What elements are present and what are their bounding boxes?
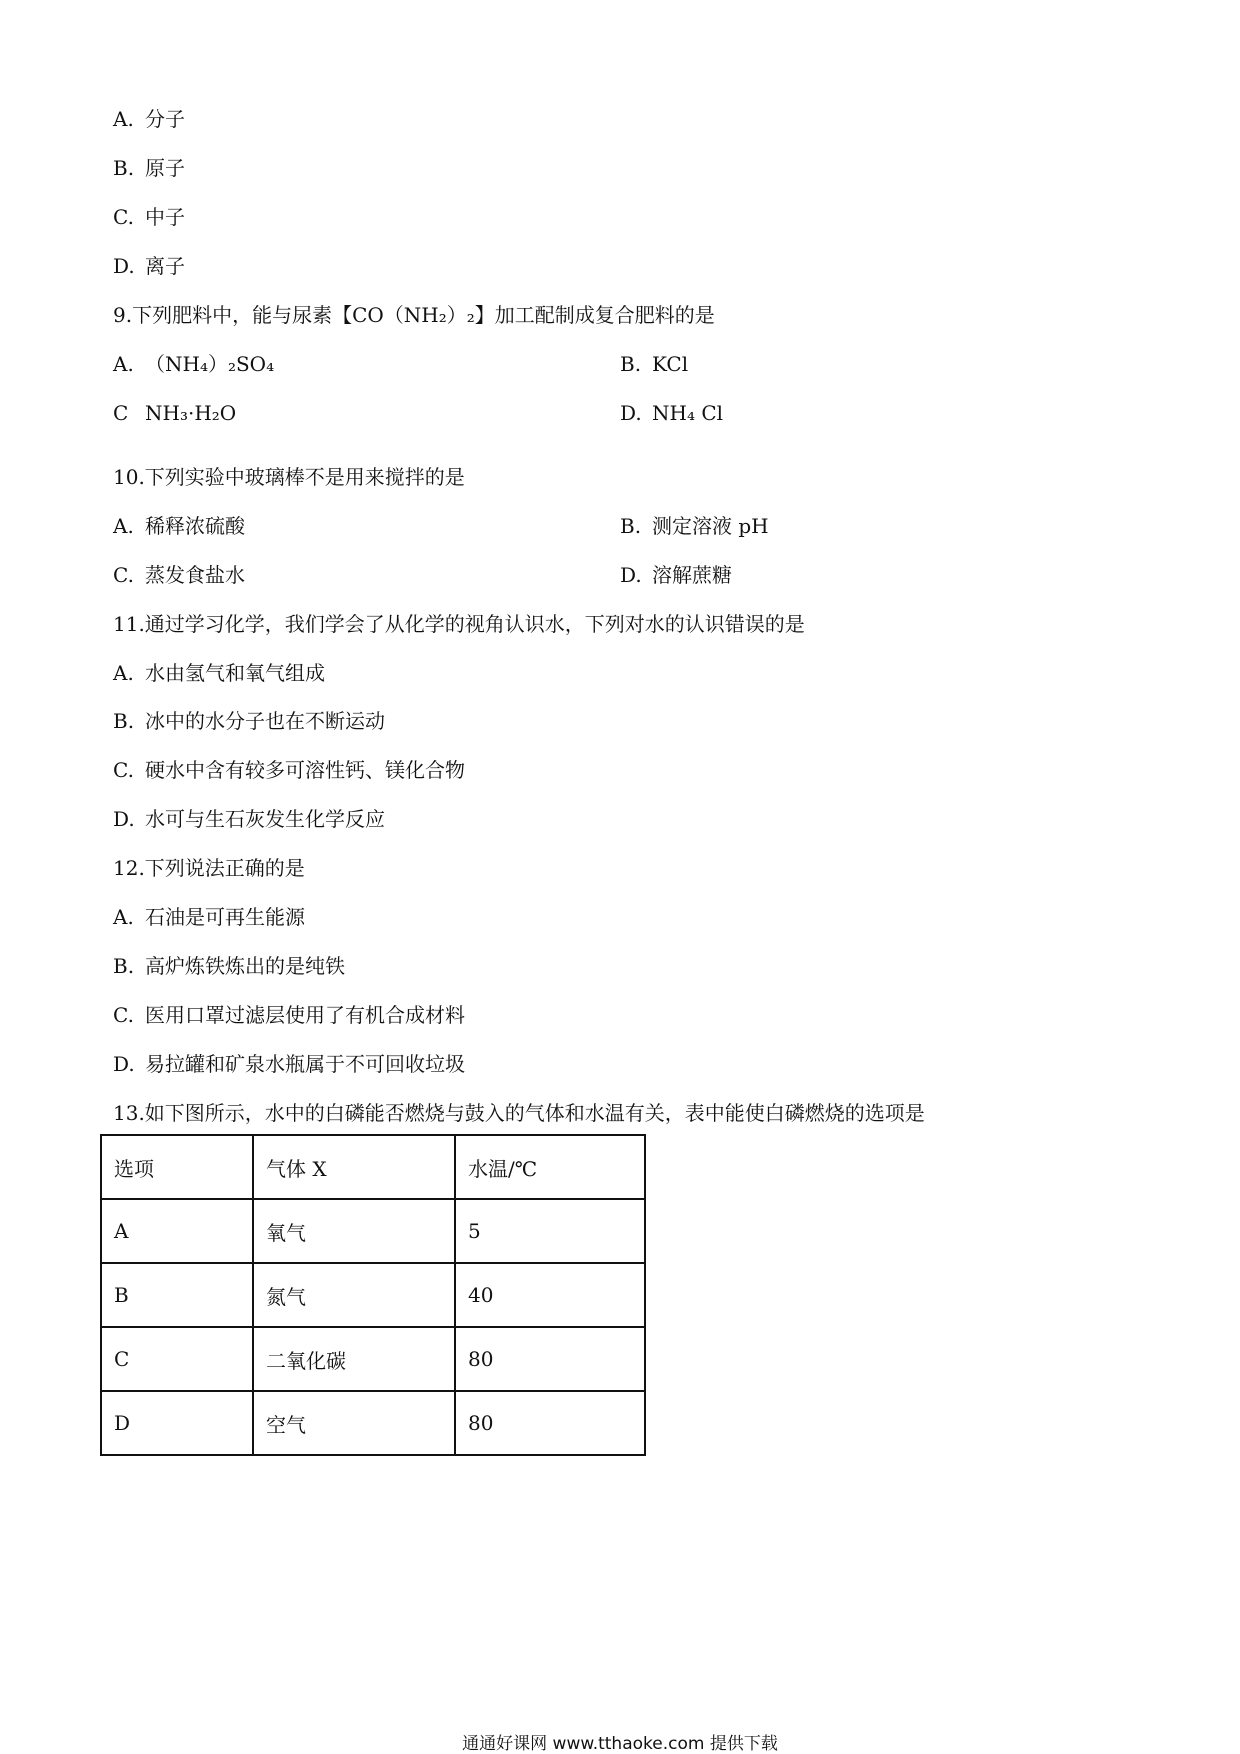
- q10-stem: 10.下列实验中玻璃棒不是用来搅拌的是: [113, 465, 465, 489]
- option-letter: A.: [113, 905, 134, 929]
- option-letter: D.: [620, 563, 642, 587]
- option-text: 医用口罩过滤层使用了有机合成材料: [145, 1003, 465, 1027]
- table-cell: 5: [455, 1199, 645, 1263]
- q12-option-a: [113, 904, 305, 930]
- option-letter: B.: [113, 954, 135, 978]
- q9-option-c: [113, 400, 236, 426]
- option-letter: A.: [113, 107, 134, 131]
- option-letter: B.: [620, 352, 642, 376]
- option-text: 稀释浓硫酸: [145, 514, 245, 538]
- q8-option-d: [113, 253, 185, 279]
- q12-option-c: [113, 1002, 465, 1028]
- option-letter: A.: [113, 661, 134, 685]
- option-letter: C: [113, 401, 129, 425]
- option-text: 硬水中含有较多可溶性钙、镁化合物: [145, 758, 465, 782]
- table-cell: 二氧化碳: [253, 1327, 455, 1391]
- q11-stem: 11.通过学习化学，我们学会了从化学的视角认识水，下列对水的认识错误的是: [113, 612, 805, 636]
- option-text: 离子: [145, 254, 185, 278]
- page-footer: 通通好课网 www.tthaoke.com 提供下载: [462, 1734, 778, 1754]
- table-cell: 氮气: [253, 1263, 455, 1327]
- option-text: 原子: [145, 156, 185, 180]
- q13-stem: 13.如下图所示，水中的白磷能否燃烧与鼓入的气体和水温有关，表中能使白磷燃烧的选项是: [113, 1101, 925, 1125]
- option-text: NH₃·H₂O: [145, 401, 237, 425]
- q12-option-b: [113, 953, 345, 979]
- q9-option-a: [113, 351, 274, 377]
- option-letter: D.: [113, 254, 135, 278]
- option-text: NH₄ Cl: [652, 401, 724, 425]
- option-letter: A.: [113, 352, 134, 376]
- q8-option-c: [113, 204, 185, 230]
- option-letter: D.: [620, 401, 642, 425]
- q9-stem: 9.下列肥料中，能与尿素【CO（NH₂）₂】加工配制成复合肥料的是: [113, 303, 715, 327]
- option-letter: C.: [113, 563, 134, 587]
- q11-option-a: [113, 660, 325, 686]
- q8-option-b: [113, 155, 185, 181]
- q10-option-c: [113, 562, 245, 588]
- table-header-cell: 气体 X: [253, 1135, 455, 1199]
- option-text: 易拉罐和矿泉水瓶属于不可回收垃圾: [145, 1052, 465, 1076]
- table-header-cell: 选项: [101, 1135, 253, 1199]
- table-cell: 氧气: [253, 1199, 455, 1263]
- option-letter: B.: [113, 709, 135, 733]
- q10-option-a: [113, 513, 245, 539]
- option-letter: D.: [113, 807, 135, 831]
- option-letter: B.: [620, 514, 642, 538]
- q10-option-b: [620, 513, 769, 539]
- option-text: 水由氢气和氧气组成: [145, 661, 325, 685]
- option-text: KCl: [652, 352, 689, 376]
- table-cell: B: [101, 1263, 253, 1327]
- q10-option-d: [620, 562, 732, 588]
- table-cell: 80: [455, 1327, 645, 1391]
- table-header-row: [101, 1135, 645, 1199]
- q11-option-d: [113, 806, 385, 832]
- option-letter: C.: [113, 205, 134, 229]
- q9-option-d: [620, 400, 723, 426]
- option-letter: A.: [113, 514, 134, 538]
- table-row: [101, 1391, 645, 1455]
- option-text: 高炉炼铁炼出的是纯铁: [145, 954, 345, 978]
- q12-stem: 12.下列说法正确的是: [113, 856, 305, 880]
- option-text: 冰中的水分子也在不断运动: [145, 709, 385, 733]
- table-cell: 空气: [253, 1391, 455, 1455]
- q12-option-d: [113, 1051, 465, 1077]
- q8-option-a: [113, 106, 185, 132]
- table-cell: D: [101, 1391, 253, 1455]
- q11-option-b: [113, 708, 385, 734]
- table-row: [101, 1199, 645, 1263]
- option-text: （NH₄）₂SO₄: [145, 352, 275, 376]
- option-text: 分子: [145, 107, 185, 131]
- table-row: [101, 1327, 645, 1391]
- q13-table: [100, 1134, 646, 1456]
- option-letter: B.: [113, 156, 135, 180]
- table-cell: C: [101, 1327, 253, 1391]
- table-cell: 80: [455, 1391, 645, 1455]
- option-text: 溶解蔗糖: [652, 563, 732, 587]
- option-text: 水可与生石灰发生化学反应: [145, 807, 385, 831]
- option-letter: D.: [113, 1052, 135, 1076]
- option-text: 石油是可再生能源: [145, 905, 305, 929]
- option-text: 测定溶液 pH: [652, 514, 769, 538]
- table-header-cell: 水温/℃: [455, 1135, 645, 1199]
- table-row: [101, 1263, 645, 1327]
- table-cell: A: [101, 1199, 253, 1263]
- option-letter: C.: [113, 1003, 134, 1027]
- option-letter: C.: [113, 758, 134, 782]
- option-text: 中子: [145, 205, 185, 229]
- q9-option-b: [620, 351, 688, 377]
- table-cell: 40: [455, 1263, 645, 1327]
- q11-option-c: [113, 757, 465, 783]
- option-text: 蒸发食盐水: [145, 563, 245, 587]
